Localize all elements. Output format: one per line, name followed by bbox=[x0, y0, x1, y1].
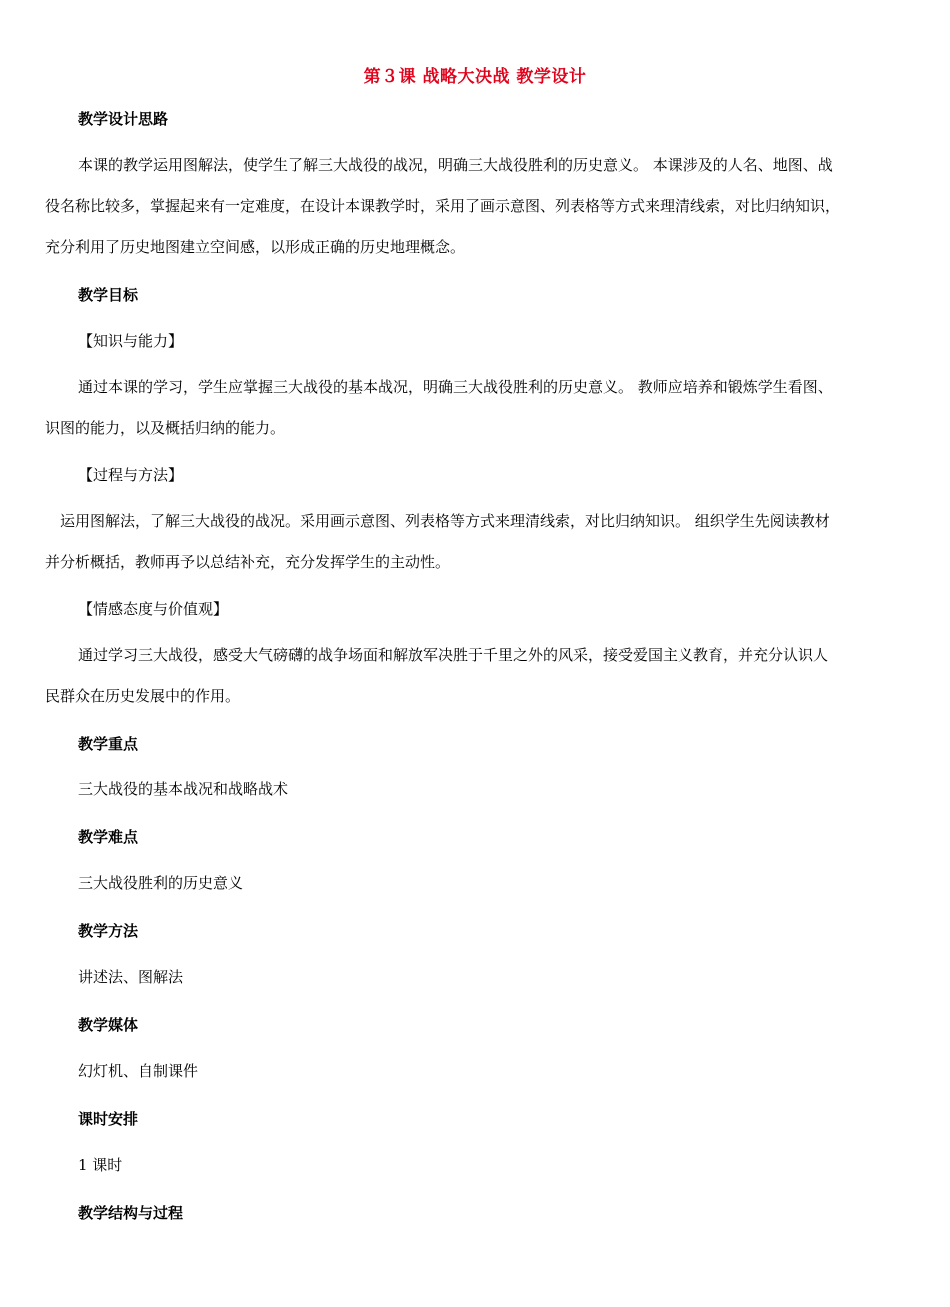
emotion-line-2: 民群众在历史发展中的作用。 bbox=[45, 687, 241, 705]
subheading-emotion: 【情感态度与价值观】 bbox=[78, 600, 229, 618]
section-heading-media: 教学媒体 bbox=[78, 1016, 139, 1034]
section-heading-design-thinking: 教学设计思路 bbox=[78, 110, 169, 128]
methods-text: 讲述法、图解法 bbox=[78, 968, 184, 986]
section-heading-schedule: 课时安排 bbox=[78, 1110, 139, 1128]
design-thinking-line-1: 本课的教学运用图解法，使学生了解三大战役的战况，明确三大战役胜利的历史意义。 本课涉及的人名、地图、战 bbox=[78, 156, 833, 174]
subheading-knowledge: 【知识与能力】 bbox=[78, 332, 184, 350]
knowledge-line-1: 通过本课的学习，学生应掌握三大战役的基本战况，明确三大战役胜利的历史意义。 教师应培养和锻炼学生看图、 bbox=[78, 378, 833, 396]
design-thinking-line-3: 充分利用了历史地图建立空间感，以形成正确的历史地理概念。 bbox=[45, 238, 466, 256]
section-heading-objectives: 教学目标 bbox=[78, 286, 139, 304]
schedule-text: 1 课时 bbox=[78, 1156, 123, 1174]
subheading-process: 【过程与方法】 bbox=[78, 466, 184, 484]
design-thinking-line-2: 役名称比较多，掌握起来有一定难度，在设计本课教学时，采用了画示意图、列表格等方式来理清线索，对比归纳知识， bbox=[45, 197, 841, 215]
emotion-line-1: 通过学习三大战役，感受大气磅礴的战争场面和解放军决胜于千里之外的风采，接受爱国主义教育，并充分认识人 bbox=[78, 646, 829, 664]
knowledge-line-2: 识图的能力，以及概括归纳的能力。 bbox=[45, 419, 286, 437]
process-line-1: 运用图解法，了解三大战役的战况。采用画示意图、列表格等方式来理清线索，对比归纳知识。 组织学生先阅读教材 bbox=[60, 512, 830, 530]
process-line-2: 并分析概括，教师再予以总结补充，充分发挥学生的主动性。 bbox=[45, 553, 451, 571]
section-heading-structure: 教学结构与过程 bbox=[78, 1204, 184, 1222]
section-heading-difficulties: 教学难点 bbox=[78, 828, 139, 846]
document-title: 第３课 战略大决战 教学设计 bbox=[363, 67, 587, 87]
section-heading-key-points: 教学重点 bbox=[78, 735, 139, 753]
difficulties-text: 三大战役胜利的历史意义 bbox=[78, 874, 244, 892]
media-text: 幻灯机、自制课件 bbox=[78, 1062, 199, 1080]
key-points-text: 三大战役的基本战况和战略战术 bbox=[78, 780, 289, 798]
section-heading-methods: 教学方法 bbox=[78, 922, 139, 940]
